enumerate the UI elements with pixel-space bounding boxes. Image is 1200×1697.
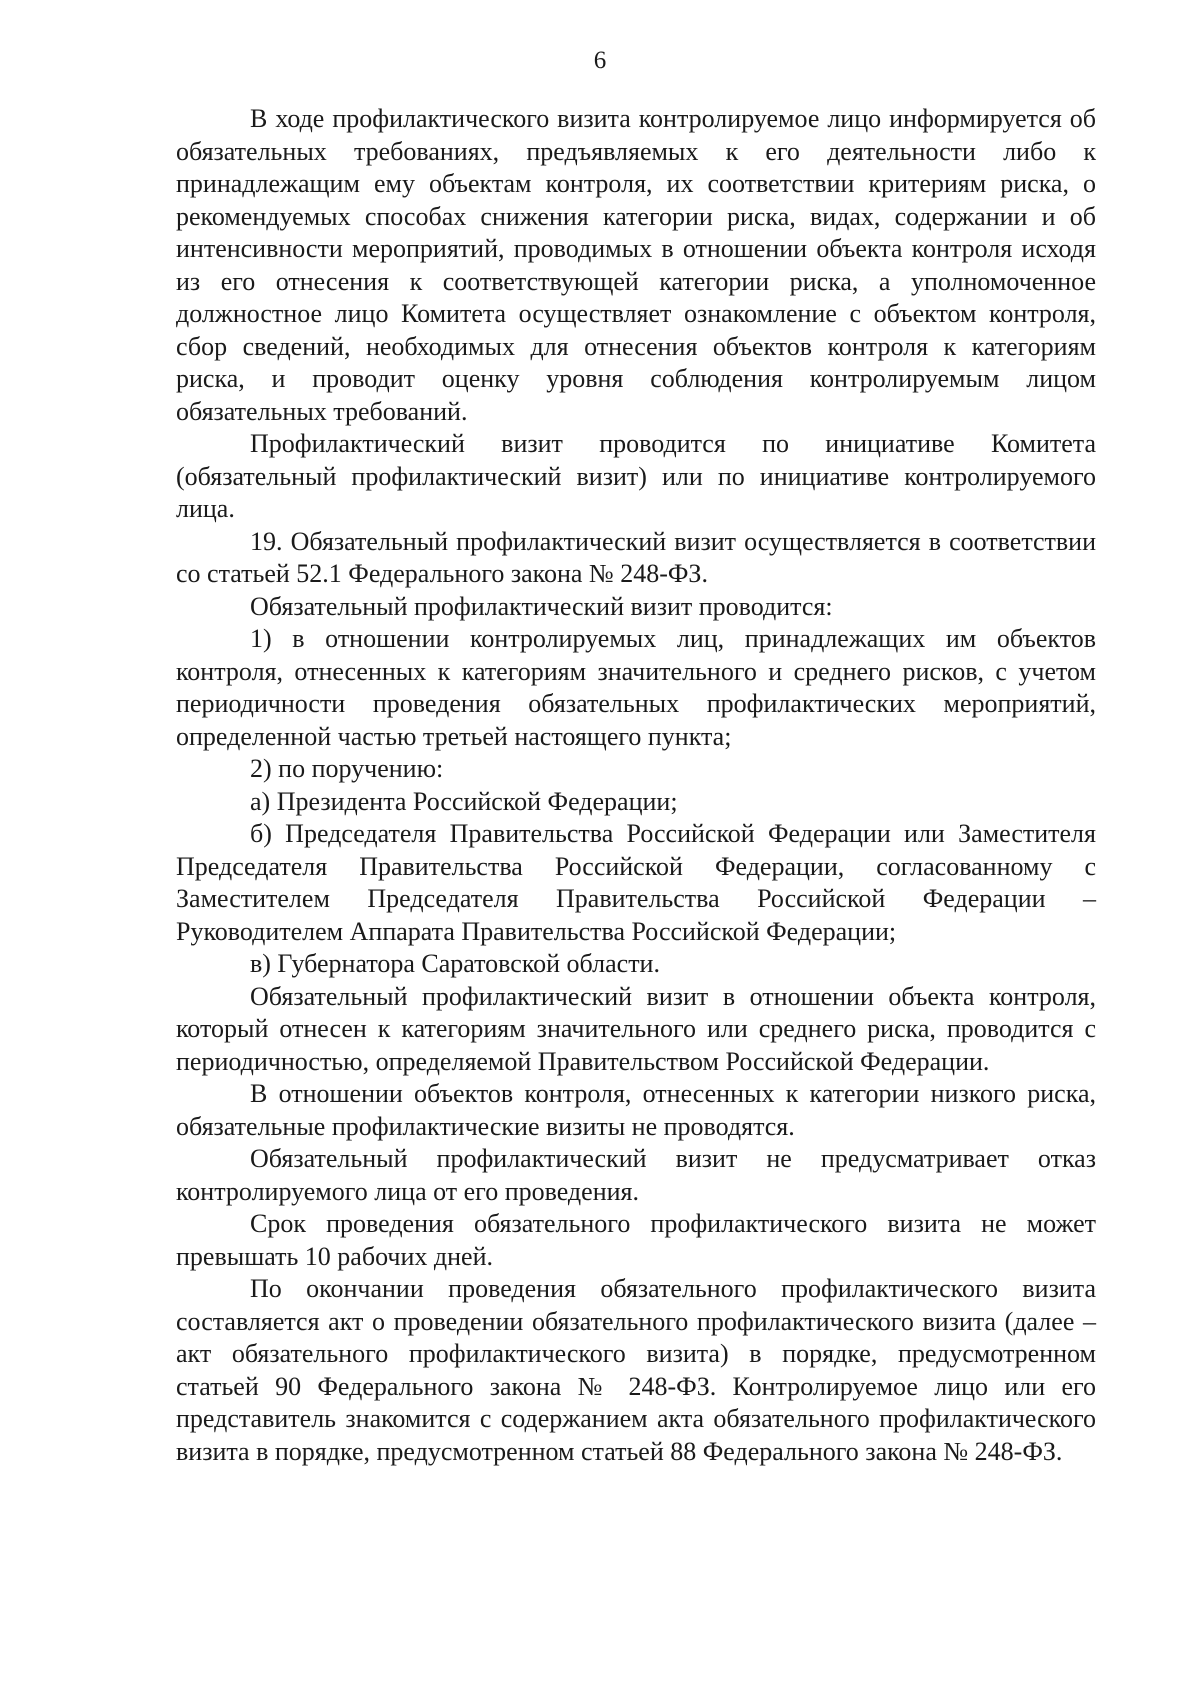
paragraph-duration: Срок проведения обязательного профилактического визита не может превышать 10 рабочих дней. xyxy=(176,1209,1096,1271)
paragraph-subitem-2: 2) по поручению: xyxy=(250,754,444,783)
paragraph-visit-initiative: Профилактический визит проводится по инициативе Комитета (обязательный профилактический визит) или по инициативе контролируемого лица. xyxy=(176,429,1096,523)
paragraph-mandatory-visit-conducted: Обязательный профилактический визит проводится: xyxy=(250,591,833,621)
paragraph-low-risk: В отношении объектов контроля, отнесенных к категории низкого риска, обязательные профилактические визиты не проводятся. xyxy=(176,1079,1096,1141)
paragraph-no-refusal: Обязательный профилактический визит не предусматривает отказ контролируемого лица от его проведения. xyxy=(176,1144,1096,1206)
paragraph-visit-act: По окончании проведения обязательного профилактического визита составляется акт о проведении обязательного профилактического визита (далее – акт обязательного профилактического визита) в порядке, предусмотренном статьей 90 Федерального закона № 248-ФЗ. Контролируемое лицо или его представитель знакомится с содержанием акта обязательного профилактического визита в порядке, предусмотренном статьей 88 Федерального закона № 248-ФЗ. xyxy=(176,1274,1096,1466)
paragraph-subitem-1: 1) в отношении контролируемых лиц, принадлежащих им объектов контроля, отнесенных к категориям значительного и среднего рисков, с учетом периодичности проведения обязательных профилактических мероприятий, определенной частью третьей настоящего пункта; xyxy=(176,624,1096,751)
page-number: 6 xyxy=(593,47,607,74)
paragraph-subitem-v: в) Губернатора Саратовской области. xyxy=(250,949,660,978)
paragraph-visit-information: В ходе профилактического визита контролируемое лицо информируется об обязательных требованиях, предъявляемых к его деятельности либо к принадлежащим ему объектам контроля, их соответствии критериям риска, о рекомендуемых способах снижения категории риска, видах, содержании и об интенсивности мероприятий, проводимых в отношении объекта контроля исходя из его отнесения к соответствующей категории риска, а уполномоченное должностное лицо Комитета осуществляет ознакомление с объектом контроля, сбор сведений, необходимых для отнесения объектов контроля к категориям риска, и проводит оценку уровня соблюдения контролируемым лицом обязательных требований. xyxy=(176,104,1096,426)
paragraph-item-19: 19. Обязательный профилактический визит осуществляется в соответствии со статьей 52.1 Федерального закона № 248-ФЗ. xyxy=(176,526,1096,588)
document-body xyxy=(176,103,1096,1468)
paragraph-periodicity: Обязательный профилактический визит в отношении объекта контроля, который отнесен к категориям значительного или среднего риска, проводится с периодичностью, определяемой Правительством Российской Федерации. xyxy=(176,981,1096,1076)
paragraph-subitem-b: б) Председателя Правительства Российской Федерации или Заместителя Председателя Правительства Российской Федерации, согласованному с Заместителем Председателя Правительства Российской Федерации – Руководителем Аппарата Правительства Российской Федерации; xyxy=(176,819,1096,946)
paragraph-subitem-a: а) Президента Российской Федерации; xyxy=(250,786,678,816)
